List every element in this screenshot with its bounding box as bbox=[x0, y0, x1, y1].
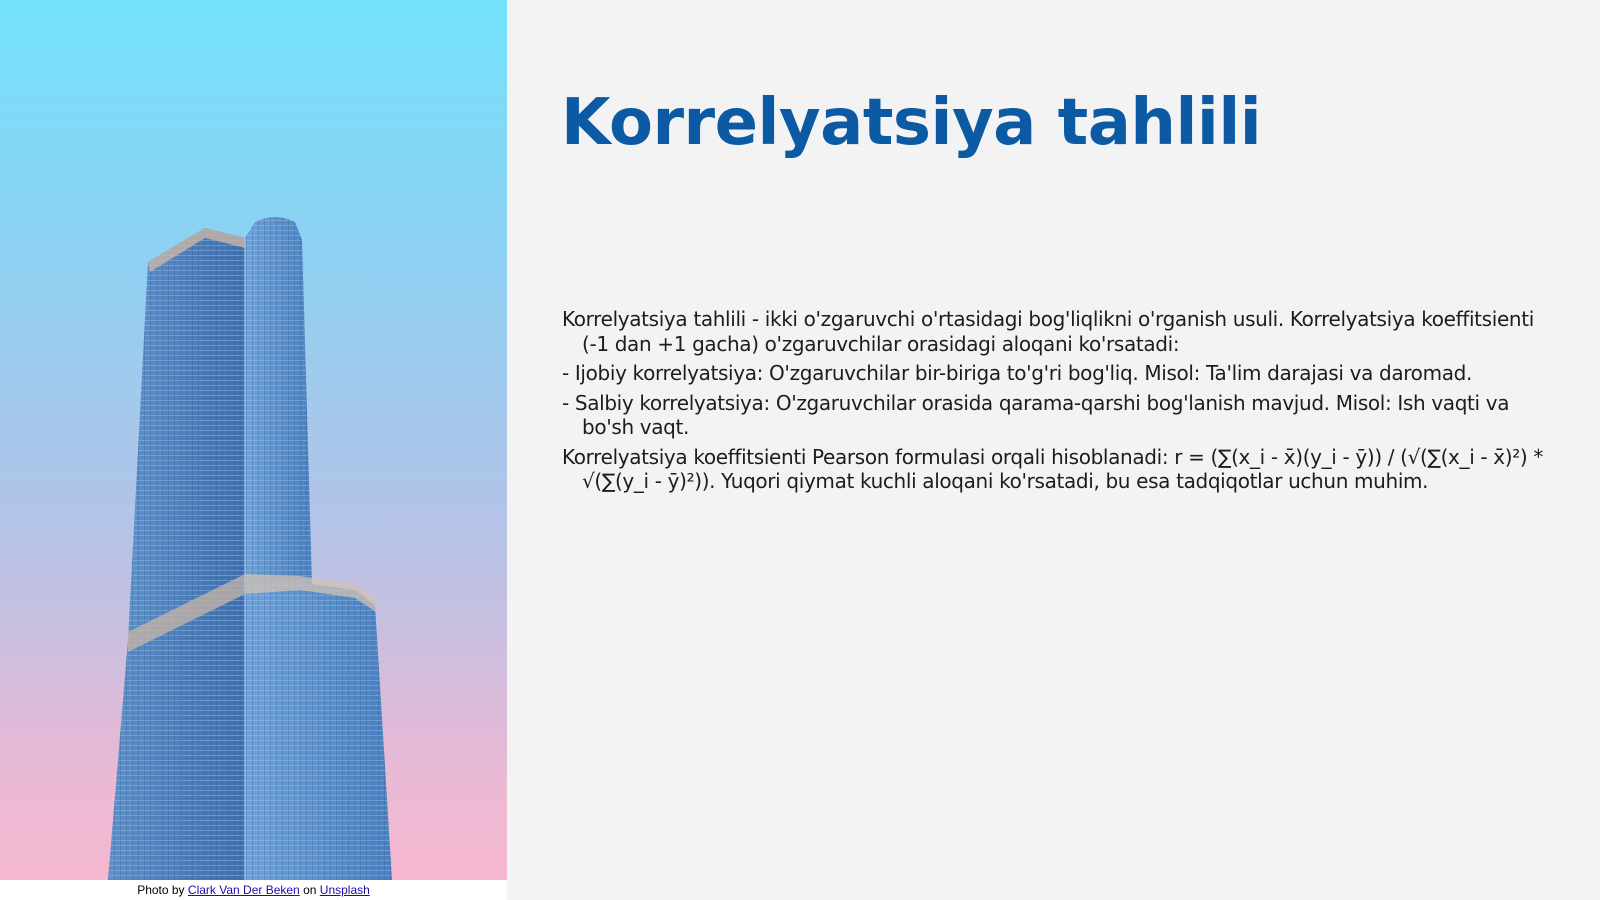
negative-correlation-item: - Salbiy korrelyatsiya: O'zgaruvchilar orasida qarama-qarshi bog'lanish mavjud. Misol: Ish vaqti va bo'sh vaqt. bbox=[562, 390, 1510, 439]
slide-title: Korrelyatsiya tahlili bbox=[561, 86, 1262, 160]
positive-correlation-item: - Ijobiy korrelyatsiya: O'zgaruvchilar bir-biriga to'g'ri bog'liq. Misol: Ta'lim darajasi va daromad. bbox=[562, 361, 1472, 385]
slide-body bbox=[562, 307, 1552, 499]
skyscraper-illustration bbox=[0, 0, 507, 880]
pearson-formula-paragraph: Korrelyatsiya koeffitsienti Pearson formulasi orqali hisoblanadi: r = (∑(x_i - x̄)(y_i - ȳ)) / (√(∑(x_i - x̄)²) * √(∑(y_i - ȳ)²)). Yuqori qiymat kuchli aloqani ko'rsatadi, bu esa tadqiqotlar uchun muhim. bbox=[562, 444, 1543, 493]
credit-middle: on bbox=[303, 883, 317, 897]
credit-prefix: Photo by bbox=[137, 883, 185, 897]
photo-credit bbox=[0, 880, 507, 900]
unsplash-link[interactable]: Unsplash bbox=[319, 883, 370, 897]
author-link[interactable]: Clark Van Der Beken bbox=[187, 883, 300, 897]
skyscraper-photo bbox=[0, 0, 507, 880]
intro-paragraph: Korrelyatsiya tahlili - ikki o'zgaruvchi o'rtasidagi bog'liqlikni o'rganish usuli. Korrelyatsiya koeffitsienti (-1 dan +1 gacha) o'zgaruvchilar orasidagi aloqani ko'rsatadi: bbox=[562, 307, 1534, 356]
